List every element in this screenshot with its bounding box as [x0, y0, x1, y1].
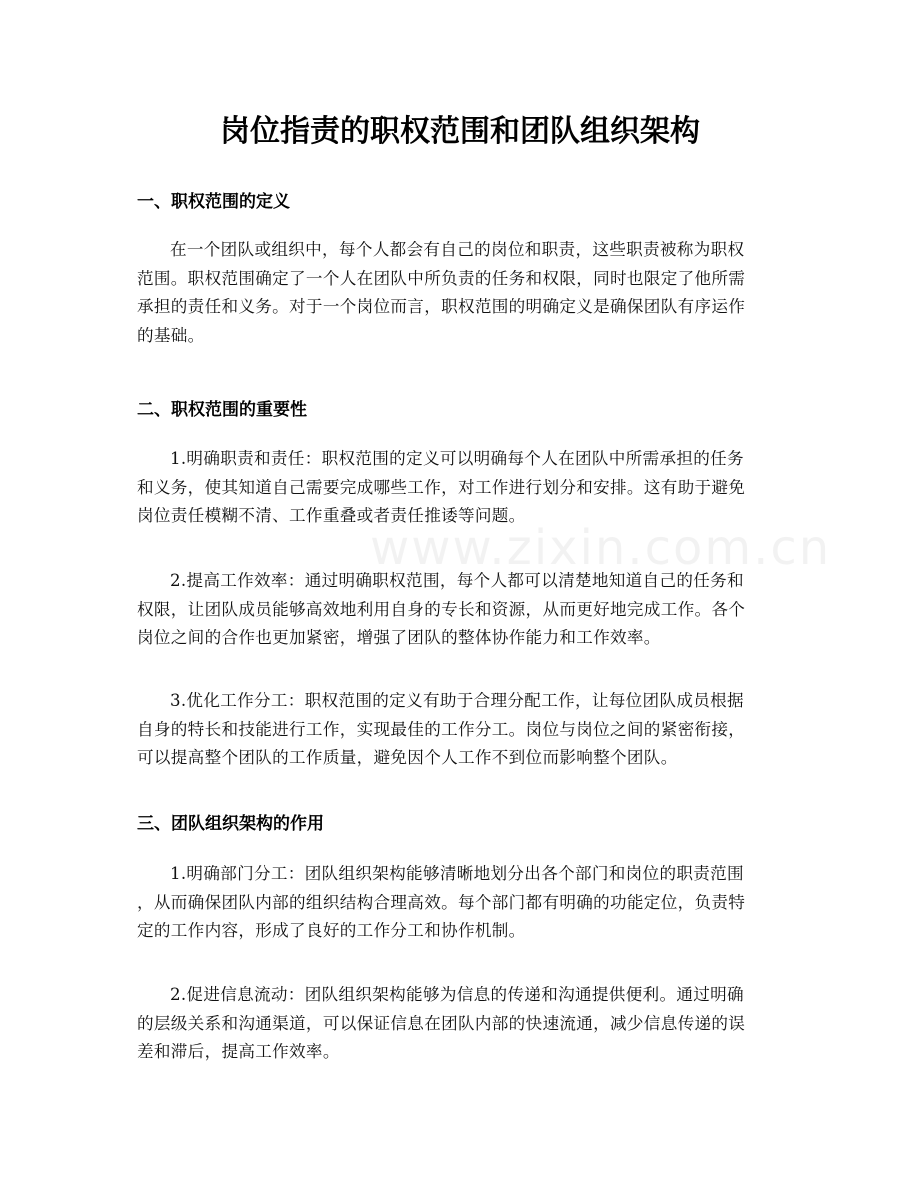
- paragraph-line: 2.提高工作效率：通过明确职权范围，每个人都可以清楚地知道自己的任务和: [170, 571, 744, 590]
- paragraph-line: 权限，让团队成员能够高效地利用自身的专长和资源，从而更好地完成工作。各个: [137, 599, 746, 619]
- section-1-paragraph-1: [137, 236, 785, 350]
- paragraph-line: 和义务，使其知道自己需要完成哪些工作，对工作进行划分和安排。这有助于避免: [137, 477, 746, 497]
- paragraph-line: 3.优化工作分工：职权范围的定义有助于合理分配工作，让每位团队成员根据: [170, 691, 744, 710]
- paragraph-line: 1.明确职责和责任：职权范围的定义可以明确每个人在团队中所需承担的任务: [170, 449, 744, 468]
- section-heading-3: 三、团队组织架构的作用: [137, 814, 324, 834]
- paragraph-line: 岗位责任模糊不清、工作重叠或者责任推诿等问题。: [137, 506, 526, 525]
- page-title: 岗位指责的职权范围和团队组织架构: [220, 114, 700, 149]
- paragraph-line: 2.促进信息流动：团队组织架构能够为信息的传递和沟通提供便利。通过明确: [170, 985, 744, 1004]
- paragraph-line: ，从而确保团队内部的组织结构合理高效。每个部门都有明确的功能定位，负责特: [137, 892, 746, 912]
- watermark: www.zixin.com.cn: [370, 520, 832, 576]
- paragraph-line: 范围。职权范围确定了一个人在团队中所负责的任务和权限，同时也限定了他所需: [137, 268, 746, 288]
- section-3-paragraph-2: [137, 981, 785, 1067]
- paragraph-line: 的基础。: [137, 325, 205, 345]
- paragraph-line: 在一个团队或组织中，每个人都会有自己的岗位和职责，这些职责被称为职权: [170, 240, 745, 259]
- section-heading-2: 二、职权范围的重要性: [137, 400, 307, 420]
- section-2-paragraph-1: [137, 445, 785, 531]
- section-3-paragraph-1: [137, 860, 785, 946]
- paragraph-line: 1.明确部门分工：团队组织架构能够清晰地划分出各个部门和岗位的职责范围: [170, 864, 744, 883]
- paragraph-line: 差和滞后，提高工作效率。: [137, 1042, 340, 1061]
- paragraph-line: 可以提高整个团队的工作质量，避免因个人工作不到位而影响整个团队。: [137, 748, 678, 767]
- paragraph-line: 自身的特长和技能进行工作，实现最佳的工作分工。岗位与岗位之间的紧密衔接，: [137, 719, 746, 739]
- section-heading-1: 一、职权范围的定义: [137, 192, 290, 212]
- section-2-paragraph-2: [137, 567, 785, 653]
- paragraph-line: 岗位之间的合作也更加紧密，增强了团队的整体协作能力和工作效率。: [137, 628, 661, 647]
- paragraph-line: 承担的责任和义务。对于一个岗位而言，职权范围的明确定义是确保团队有序运作: [137, 297, 746, 316]
- paragraph-line: 定的工作内容，形成了良好的工作分工和协作机制。: [137, 921, 526, 940]
- paragraph-line: 的层级关系和沟通渠道，可以保证信息在团队内部的快速流通，减少信息传递的误: [137, 1013, 746, 1033]
- section-2-paragraph-3: [137, 687, 785, 773]
